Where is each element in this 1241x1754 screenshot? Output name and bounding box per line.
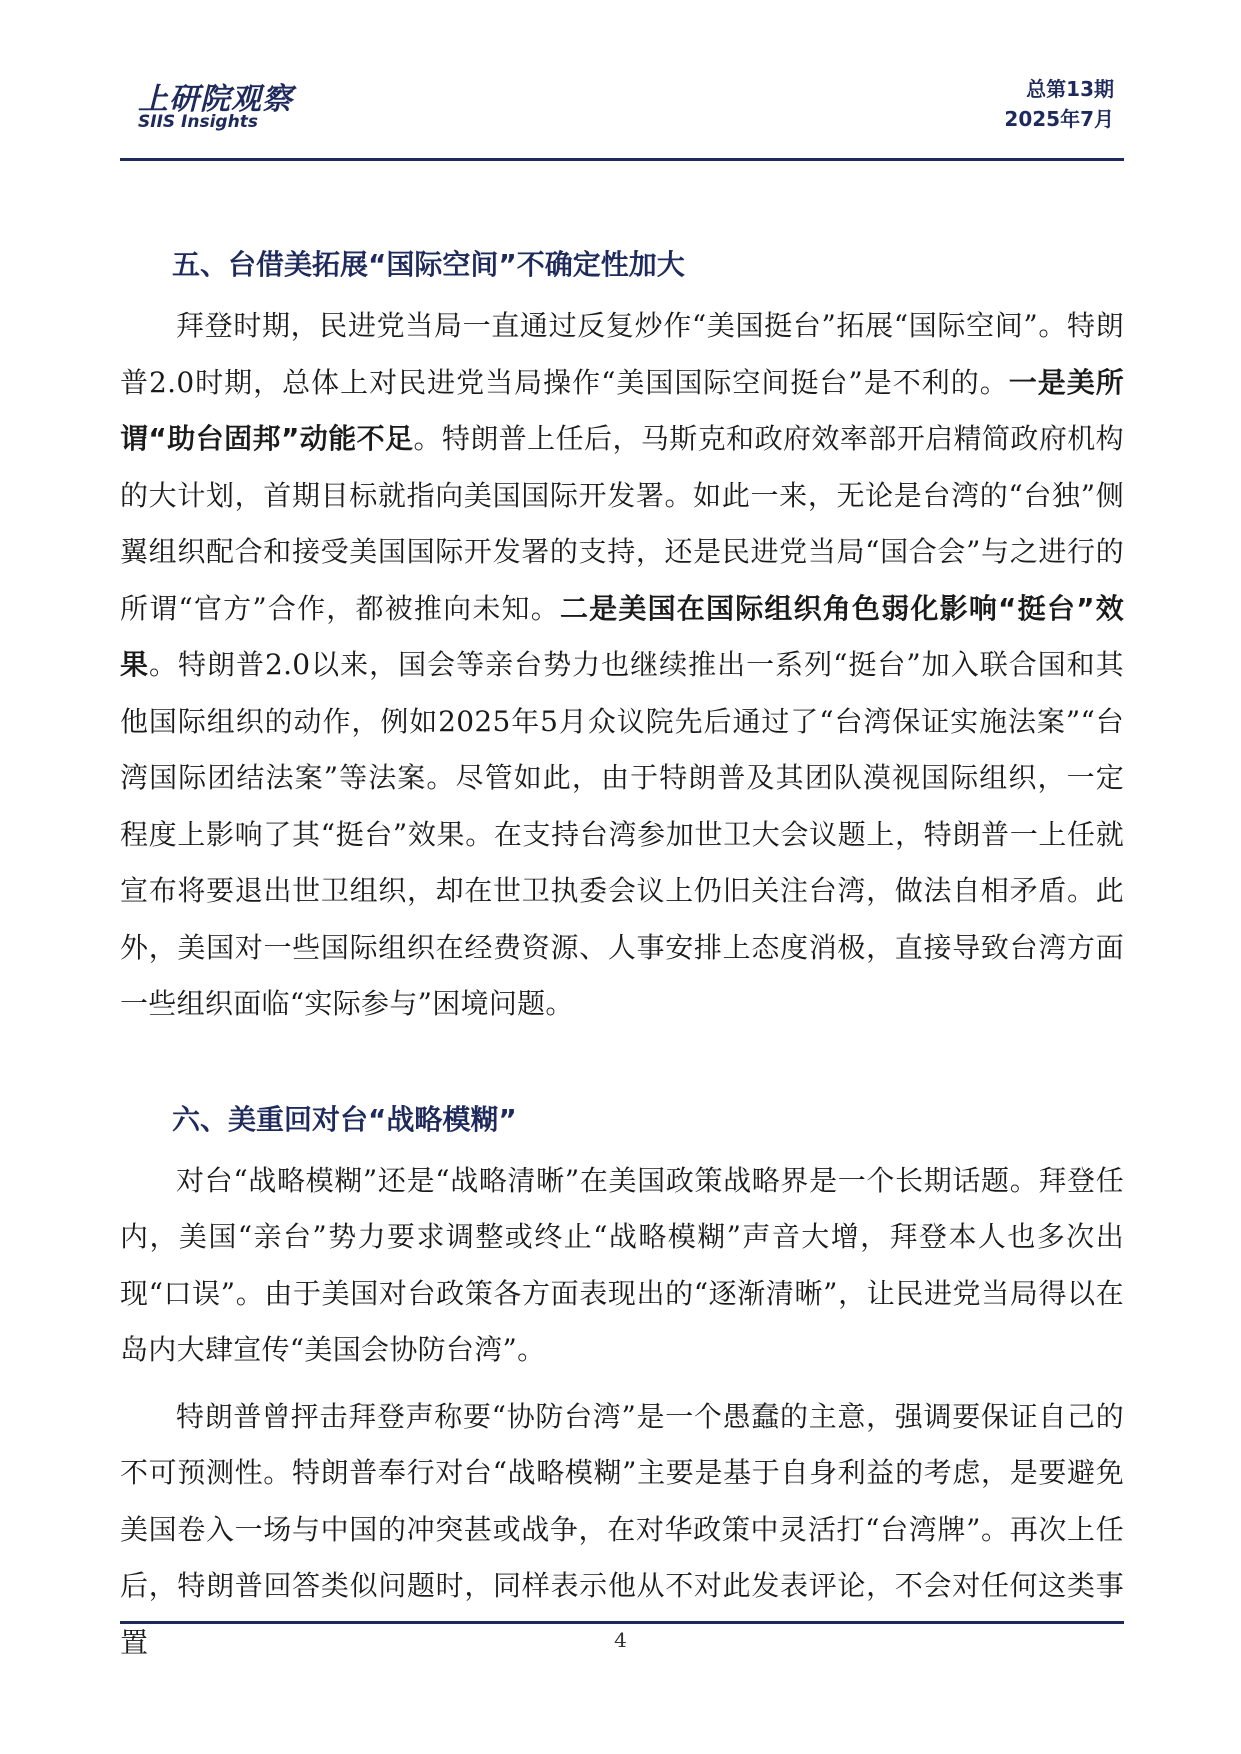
article-body: [120, 240, 1124, 1671]
issue-number: 总第13期: [1026, 77, 1114, 101]
bold-point-one: 一是美所谓“助台固邦”动能不足: [120, 365, 1124, 455]
publication-logo-english: SIIS Insights: [138, 112, 258, 132]
section-6-paragraph-1: 对台“战略模糊”还是“战略清晰”在美国政策战略界是一个长期话题。拜登任内，美国“亲台”势力要求调整或终止“战略模糊”声音大增，拜登本人也多次出现“口误”。由于美国对台政策各方面表现出的“逐渐清晰”，让民进党当局得以在岛内大肆宣传“美国会协防台湾”。: [120, 1163, 1124, 1366]
paragraph-spacer: [120, 1379, 1124, 1389]
page-header: [120, 70, 1124, 160]
publication-logo-chinese: 上研院观察: [138, 82, 293, 117]
section-6-paragraph-2: 特朗普曾抨击拜登声称要“协防台湾”是一个愚蠢的主意，强调要保证自己的不可预测性。特朗普奉行对台“战略模糊”主要是基于自身利益的考虑，是要避免美国卷入一场与中国的冲突甚或战争，在对华政策中灵活打“台湾牌”。再次上任后，特朗普回答类似问题时，同样表示他从不对此发表评论，不会对任何这类事置: [120, 1399, 1124, 1659]
section-spacer: [120, 1033, 1124, 1095]
footer-divider: [120, 1621, 1124, 1624]
text-run: 拜登时期，民进党当局一直通过反复炒作“美国挺台”拓展“国际空间”。特朗普2.0时期，总体上对民进党当局操作“美国国际空间挺台”是不利的。: [120, 309, 1124, 399]
bold-point-two: 二是美国在国际组织角色弱化影响“挺台”效果: [120, 591, 1124, 681]
section-5-paragraph: [120, 298, 1124, 1033]
text-run: 。特朗普2.0以来，国会等亲台势力也继续推出一系列“挺台”加入联合国和其他国际组织的动作，例如2025年5月众议院先后通过了“台湾保证实施法案”“台湾国际团结法案”等法案。尽管如此，由于特朗普及其团队漠视国际组织，一定程度上影响了其“挺台”效果。在支持台湾参加世卫大会议题上，特朗普一上任就宣布将要退出世卫组织，却在世卫执委会议上仍旧关注台湾，做法自相矛盾。此外，美国对一些国际组织在经费资源、人事安排上态度消极，直接导致台湾方面一些组织面临“实际参与”困境问题。: [120, 648, 1124, 1020]
issue-info: [1004, 74, 1114, 134]
page-number: 4: [614, 1628, 627, 1652]
section-heading-5: 五、台借美拓展“国际空间”不确定性加大: [172, 248, 685, 281]
issue-date: 2025年7月: [1004, 107, 1114, 131]
section-heading-6: 六、美重回对台“战略模糊”: [172, 1102, 517, 1136]
text-run: 。特朗普上任后，马斯克和政府效率部开启精简政府机构的大计划，首期目标就指向美国国际开发署。如此一来，无论是台湾的“台独”侧翼组织配合和接受美国国际开发署的支持，还是民进党当局“国合会”与之进行的所谓“官方”合作，都被推向未知。: [120, 422, 1124, 625]
header-divider: [120, 158, 1124, 161]
